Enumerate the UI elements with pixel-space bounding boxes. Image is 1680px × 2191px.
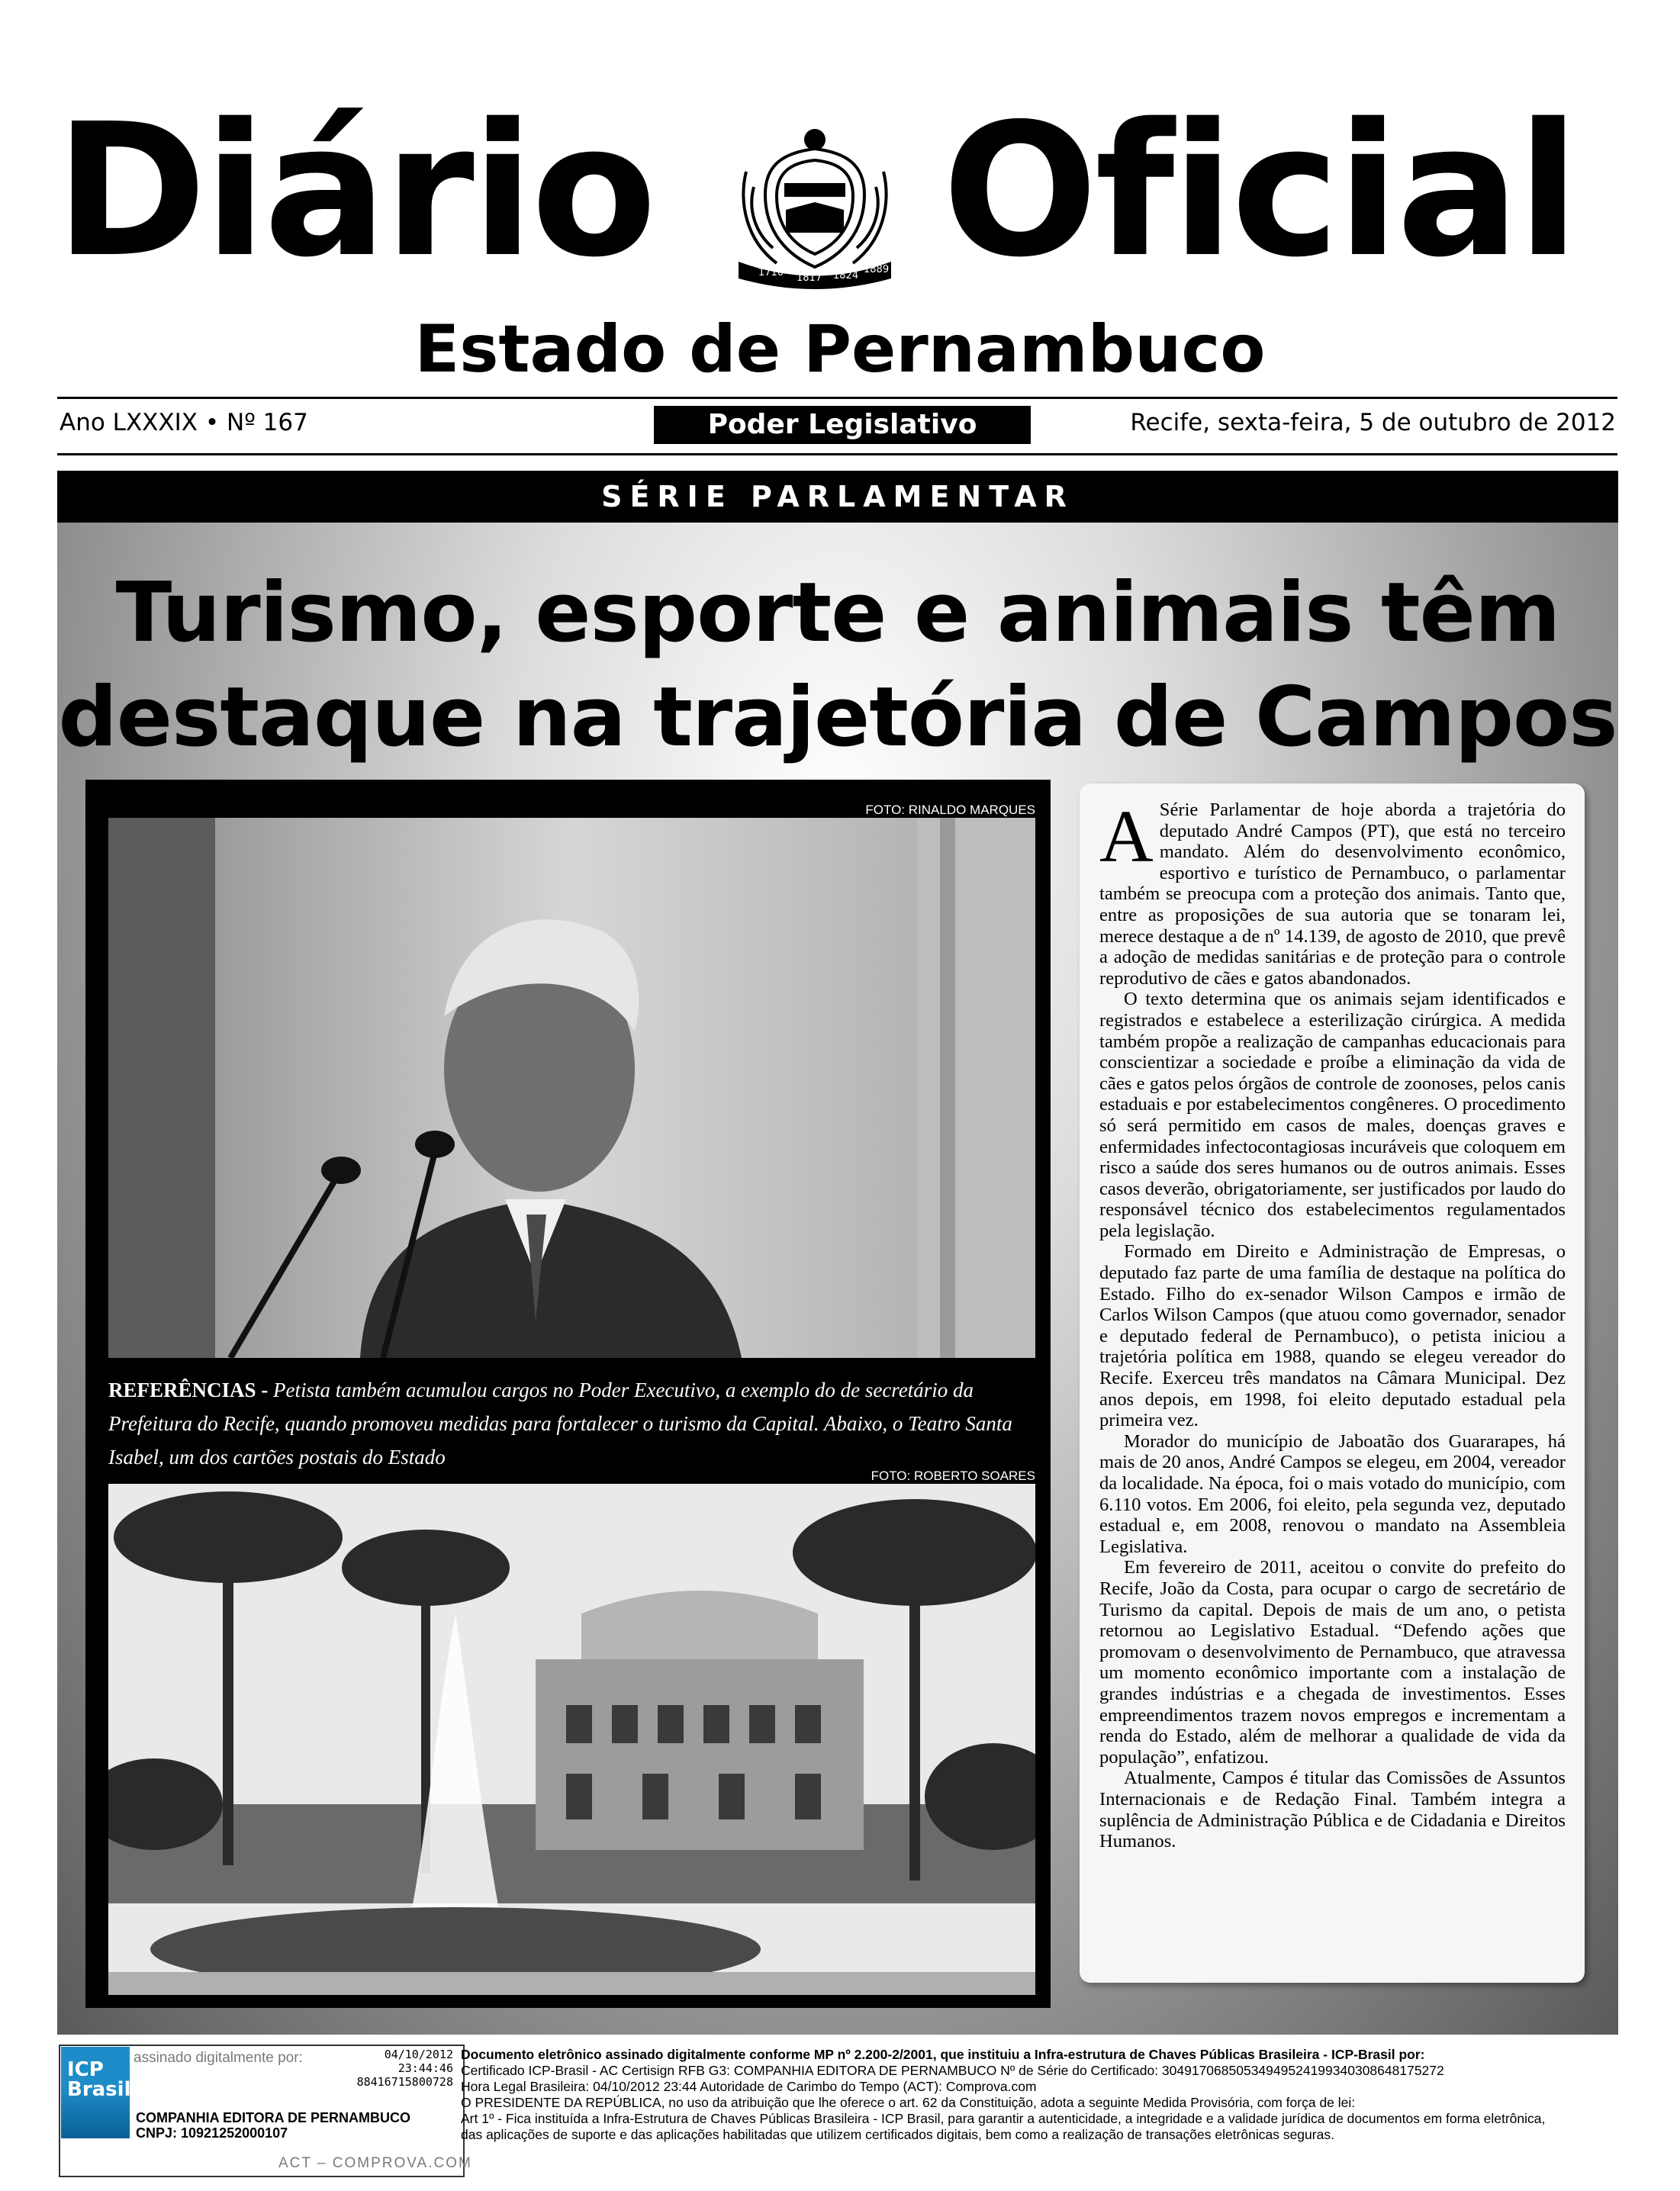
- legal-line-1: Documento eletrônico assinado digitalmente conforme MP nº 2.200-2/2001, que instituiu a Infra-estrutura de Chaves Públicas Brasileira - ICP-Brasil por:: [461, 2047, 1425, 2062]
- photo-deputy-speaking: [108, 818, 1035, 1358]
- act-label: ACT – COMPROVA.COM: [278, 2155, 472, 2171]
- stamp-time: 23:44:46: [397, 2061, 453, 2075]
- state-coat-of-arms-icon: [731, 126, 899, 290]
- signer-company: [136, 2110, 410, 2141]
- stamp-code: 88416715800728: [356, 2075, 453, 2089]
- headline-line-2: destaque na trajetória de Campos: [58, 670, 1617, 765]
- issue-date: Recife, sexta-feira, 5 de outubro de 2012: [1130, 409, 1616, 436]
- legal-line-3: Hora Legal Brasileira: 04/10/2012 23:44 Autoridade de Carimbo do Tempo (ACT): Comprova.com: [461, 2079, 1037, 2094]
- article-paragraph-1: A Série Parlamentar de hoje aborda a trajetória do deputado André Campos (PT), que está no terceiro mandato. Além do desenvolvimento econômico, esportivo e turístico de Pernambuco, o parlamentar também se preocupa com a proteção dos animais. Tanto que, entre as proposições de sua autoria que se tonaram lei, merece destaque a de nº 14.139, de agosto de 2010, que prevê a adoção de medidas sanitárias e de proteção para o controle reprodutivo de cães e gatos abandonados.: [1099, 796, 1566, 989]
- legal-line-2: Certificado ICP-Brasil - AC Certisign RFB G3: COMPANHIA EDITORA DE PERNAMBUCO Nº de Série do Certificado: 30491706850534949524199340308648175272: [461, 2063, 1444, 2078]
- masthead-title-right: Oficial: [942, 84, 1577, 298]
- caption-text: Petista também acumulou cargos no Poder Executivo, a exemplo do de secretário da Prefeitura do Recife, quando promoveu medidas para fortalecer o turismo da Capital. Abaixo, o Teatro Santa Isabel, um dos cartões postais do Estado: [108, 1379, 1012, 1469]
- icp-brasil-logo-text: ICP Brasil: [67, 2058, 131, 2101]
- article-body: [1099, 796, 1566, 1852]
- signed-by-label: assinado digitalmente por:: [134, 2050, 303, 2066]
- article-paragraph-6: Atualmente, Campos é titular das Comissões de Assuntos Internacionais e de Redação Final. Também integra a suplência de Administração Pública e de Cidadania e Direitos Humanos.: [1099, 1768, 1566, 1852]
- masthead-subtitle: Estado de Pernambuco: [414, 311, 1266, 388]
- series-banner: SÉRIE PARLAMENTAR: [57, 471, 1618, 523]
- masthead-title-left: Diário: [55, 84, 654, 298]
- legal-line-5: Art 1º - Fica instituída a Infra-Estrutura de Chaves Públicas Brasileira - ICP Brasil, para garantir a autenticidade, a integridade e a validade jurídica de documentos em forma eletrônica,: [461, 2111, 1546, 2126]
- article-paragraph-5: Em fevereiro de 2011, aceitou o convite do prefeito do Recife, João da Costa, para ocupar o cargo de secretário de Turismo da capital. Depois de mais de um ano, o petista retornou ao Legislativo Estadual. “Defendo ações que promovam o desenvolvimento de Pernambuco, que atravessa um momento econômico importante com a instalação de grandes indústrias e a chegada de investimentos. Esses empreendimentos trazem novos empregos e incrementam a renda do Estado, além de melhorar a qualidade de vida da população”, enfatizou.: [1099, 1557, 1566, 1768]
- edition-info: Ano LXXXIX • Nº 167: [60, 409, 308, 436]
- caption-lead: REFERÊNCIAS -: [108, 1379, 269, 1401]
- photo2-credit-row: [108, 1469, 1035, 1484]
- article-dropcap: A: [1099, 796, 1154, 878]
- photo1-credit-row: [108, 803, 1035, 818]
- headline-line-1: Turismo, esporte e animais têm: [115, 565, 1560, 661]
- svg-text:1889: 1889: [864, 264, 890, 275]
- article-paragraph-2: O texto determina que os animais sejam identificados e registrados e estabelece a esterilização cirúrgica. A medida também propõe a realização de campanhas educacionais para conscientizar a sociedade e proíbe a eliminação da vida de cães e gatos pelos órgãos de controle de zoonoses, pelos canis estaduais e por estabelecimentos congêneres. O procedimento só será permitido em casos de males, doenças graves e enfermidades infectocontagiosas incuráveis que coloquem em risco a saúde dos seres humanos ou de outros animais. Esses casos deverão, obrigatoriamente, ser justificados por laudo do responsável técnico dos estabelecimentos regulamentados pela legislação.: [1099, 989, 1566, 1241]
- section-label: Poder Legislativo: [654, 406, 1031, 444]
- legal-line-4: O PRESIDENTE DA REPÚBLICA, no uso da atribuição que lhe oferece o art. 62 da Constituição, adota a seguinte Medida Provisória, com força de lei:: [461, 2095, 1356, 2110]
- legal-notice: [461, 2047, 1628, 2143]
- legal-line-6: das aplicações de suporte e das aplicações habilitadas que utilizem certificados digitais, bem como a realização de transações eletrônicas seguras.: [461, 2127, 1334, 2142]
- photo-teatro-santa-isabel: [108, 1484, 1035, 1995]
- article-paragraph-4: Morador do município de Jaboatão dos Guararapes, há mais de 20 anos, André Campos se elegeu, em 2004, vereador da localidade. Na época, foi o mais votado do município, com 6.110 votos. Em 2006, foi eleito, pela segunda vez, deputado estadual e, em 2008, renovou o mandato na Assembleia Legislativa.: [1099, 1430, 1566, 1557]
- svg-text:1710: 1710: [758, 267, 784, 278]
- svg-text:1824: 1824: [833, 270, 859, 282]
- company-name: COMPANHIA EDITORA DE PERNAMBUCO: [136, 2110, 411, 2125]
- photo1-credit: FOTO: RINALDO MARQUES: [865, 803, 1035, 817]
- masthead-rule-top: [57, 397, 1617, 399]
- headline: [57, 561, 1618, 770]
- stamp-date: 04/10/2012: [384, 2048, 453, 2061]
- photo2-credit: FOTO: ROBERTO SOARES: [871, 1469, 1035, 1483]
- photo-caption: [108, 1373, 1035, 1474]
- masthead-rule-bottom: [57, 453, 1617, 455]
- article-paragraph-3: Formado em Direito e Administração de Empresas, o deputado faz parte de uma família de destaque na política do Estado. Filho do ex-senador Wilson Campos e irmão de Carlos Wilson Campos (que atuou como governador, senador e deputado federal de Pernambuco), o petista iniciou a trajetória política em 1988, quando se elegeu vereador do Recife. Exerceu três mandatos na Câmara Municipal. Dez anos depois, em 1998, foi eleito deputado estadual pela primeira vez.: [1099, 1241, 1566, 1431]
- timestamp-block: [339, 2048, 453, 2089]
- svg-text:1817: 1817: [797, 272, 822, 284]
- company-cnpj: CNPJ: 10921252000107: [136, 2125, 288, 2141]
